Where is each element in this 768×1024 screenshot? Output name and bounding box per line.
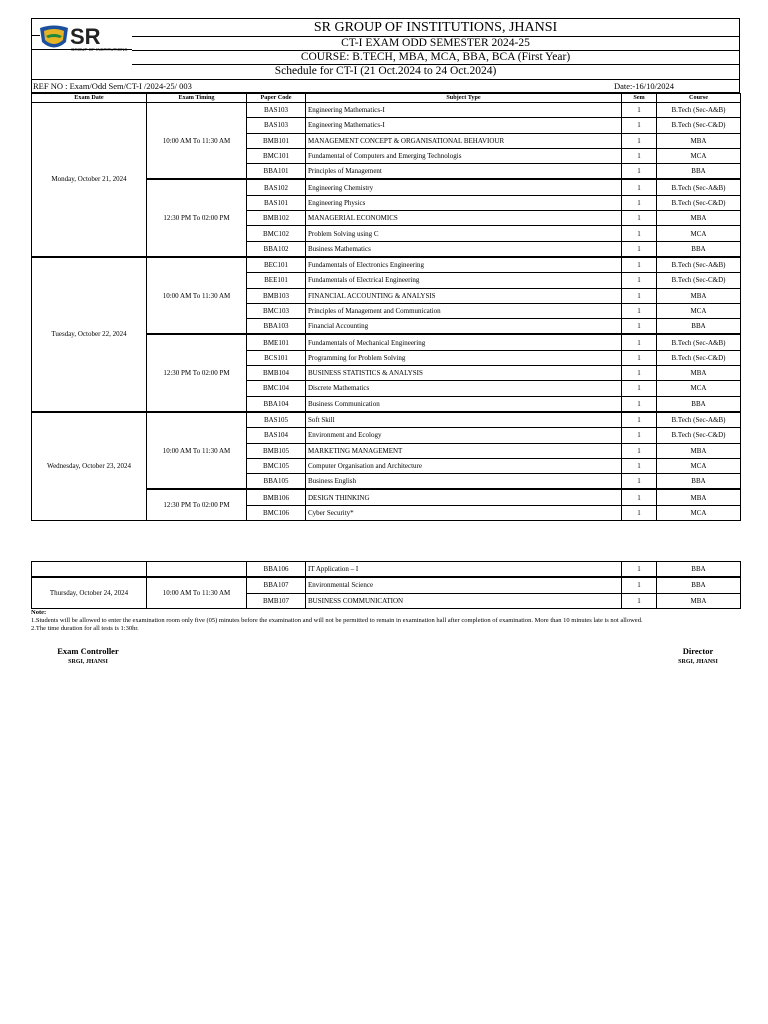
- note-item: 1.Students will be allowed to enter the examination room only five (05) minutes before the examination and will not be permitted to remain in examination hall after completion of examination. More than 10 minutes late is not allowed.: [31, 617, 643, 624]
- course-cell: BBA: [657, 396, 741, 412]
- course-cell: B.Tech (Sec-C&D): [657, 350, 741, 365]
- sem-cell: 1: [622, 366, 657, 381]
- exam-timing-cell: [147, 562, 247, 578]
- course-cell: MBA: [657, 288, 741, 303]
- subject-cell: Business Communication: [306, 396, 622, 412]
- exam-title: CT-I EXAM ODD SEMESTER 2024-25: [132, 36, 739, 51]
- table-header-row: [32, 94, 741, 103]
- paper-code-cell: BMB106: [247, 489, 306, 505]
- header-rule: [32, 35, 40, 36]
- subject-cell: MANAGEMENT CONCEPT & ORGANISATIONAL BEHAVIOUR: [306, 133, 622, 148]
- course-cell: BBA: [657, 474, 741, 490]
- header-rule: [32, 49, 132, 50]
- sem-cell: 1: [622, 103, 657, 118]
- course-cell: BBA: [657, 562, 741, 578]
- sem-cell: 1: [622, 474, 657, 490]
- paper-code-cell: BEC101: [247, 257, 306, 273]
- exam-timing-cell: 10:00 AM To 11:30 AM: [147, 577, 247, 608]
- sem-cell: 1: [622, 303, 657, 318]
- sem-cell: 1: [622, 412, 657, 428]
- subject-cell: MANAGERIAL ECONOMICS: [306, 211, 622, 226]
- subject-cell: BUSINESS STATISTICS & ANALYSIS: [306, 366, 622, 381]
- table-row: [32, 412, 741, 428]
- subject-cell: Principles of Management and Communication: [306, 303, 622, 318]
- paper-code-cell: BBA103: [247, 319, 306, 335]
- course-cell: MCA: [657, 381, 741, 396]
- sem-cell: 1: [622, 593, 657, 608]
- column-header: Sem: [622, 94, 657, 103]
- paper-code-cell: BBA104: [247, 396, 306, 412]
- subject-cell: Engineering Chemistry: [306, 179, 622, 195]
- signature-org: SRGI, JHANSI: [678, 659, 718, 665]
- paper-code-cell: BAS105: [247, 412, 306, 428]
- subject-cell: Environment and Ecology: [306, 428, 622, 443]
- paper-code-cell: BMC101: [247, 148, 306, 163]
- paper-code-cell: BMB102: [247, 211, 306, 226]
- course-cell: B.Tech (Sec-A&B): [657, 103, 741, 118]
- course-cell: BBA: [657, 319, 741, 335]
- sem-cell: 1: [622, 428, 657, 443]
- subject-cell: FINANCIAL ACCOUNTING & ANALYSIS: [306, 288, 622, 303]
- sem-cell: 1: [622, 489, 657, 505]
- paper-code-cell: BBA106: [247, 562, 306, 578]
- sem-cell: 1: [622, 458, 657, 473]
- column-header: Exam Date: [32, 94, 147, 103]
- sem-cell: 1: [622, 118, 657, 133]
- exam-date-cell: Thursday, October 24, 2024: [32, 577, 147, 608]
- column-header: Paper Code: [247, 94, 306, 103]
- exam-timing-cell: 12:30 PM To 02:00 PM: [147, 334, 247, 411]
- column-header: Subject Type: [306, 94, 622, 103]
- course-cell: MCA: [657, 226, 741, 241]
- sem-cell: 1: [622, 505, 657, 520]
- course-cell: B.Tech (Sec-C&D): [657, 428, 741, 443]
- sem-cell: 1: [622, 577, 657, 593]
- paper-code-cell: BMC106: [247, 505, 306, 520]
- paper-code-cell: BMB105: [247, 443, 306, 458]
- subject-cell: IT Application – I: [306, 562, 622, 578]
- sem-cell: 1: [622, 195, 657, 210]
- course-cell: MBA: [657, 489, 741, 505]
- paper-code-cell: BBA102: [247, 241, 306, 257]
- paper-code-cell: BAS103: [247, 103, 306, 118]
- paper-code-cell: BMB104: [247, 366, 306, 381]
- sem-cell: 1: [622, 396, 657, 412]
- sem-cell: 1: [622, 133, 657, 148]
- exam-date-cell: Tuesday, October 22, 2024: [32, 257, 147, 412]
- course-cell: BBA: [657, 241, 741, 257]
- sem-cell: 1: [622, 211, 657, 226]
- subject-cell: Environmental Science: [306, 577, 622, 593]
- subject-cell: Business Mathematics: [306, 241, 622, 257]
- subject-cell: Fundamentals of Electrical Engineering: [306, 273, 622, 288]
- subject-cell: Financial Accounting: [306, 319, 622, 335]
- course-title: COURSE: B.TECH, MBA, MCA, BBA, BCA (First Year): [132, 50, 739, 65]
- schedule-table-continued: [31, 561, 741, 609]
- exam-timing-cell: 10:00 AM To 11:30 AM: [147, 103, 247, 180]
- course-cell: B.Tech (Sec-C&D): [657, 195, 741, 210]
- subject-cell: Fundamentals of Electronics Engineering: [306, 257, 622, 273]
- sem-cell: 1: [622, 334, 657, 350]
- sem-cell: 1: [622, 350, 657, 365]
- issue-date: Date:-16/10/2024: [614, 81, 674, 91]
- signature-title: Exam Controller: [57, 646, 119, 656]
- signature-director: [660, 646, 736, 665]
- sem-cell: 1: [622, 257, 657, 273]
- column-header: Course: [657, 94, 741, 103]
- schedule-title: Schedule for CT-I (21 Oct.2024 to 24 Oct.2024): [274, 65, 497, 77]
- table-row: [32, 577, 741, 593]
- notes-heading: Note:: [31, 609, 47, 616]
- document-header: [31, 18, 740, 80]
- subject-cell: Principles of Management: [306, 164, 622, 180]
- subject-cell: Computer Organisation and Architecture: [306, 458, 622, 473]
- exam-timing-cell: 10:00 AM To 11:30 AM: [147, 257, 247, 334]
- note-item: 2.The time duration for all tests is 1:30hr.: [31, 625, 139, 632]
- signature-org: SRGI, JHANSI: [68, 659, 108, 665]
- paper-code-cell: BAS104: [247, 428, 306, 443]
- paper-code-cell: BAS103: [247, 118, 306, 133]
- subject-cell: DESIGN THINKING: [306, 489, 622, 505]
- course-cell: MBA: [657, 133, 741, 148]
- course-cell: BBA: [657, 577, 741, 593]
- course-cell: B.Tech (Sec-A&B): [657, 257, 741, 273]
- subject-cell: Discrete Mathematics: [306, 381, 622, 396]
- sem-cell: 1: [622, 226, 657, 241]
- paper-code-cell: BAS101: [247, 195, 306, 210]
- paper-code-cell: BMB101: [247, 133, 306, 148]
- sem-cell: 1: [622, 288, 657, 303]
- table-row: [32, 103, 741, 118]
- signature-exam-controller: [40, 646, 136, 665]
- paper-code-cell: BMC104: [247, 381, 306, 396]
- notes-section: [31, 609, 740, 633]
- svg-text:GROUP OF INSTITUTIONS: GROUP OF INSTITUTIONS: [71, 47, 128, 52]
- paper-code-cell: BBA105: [247, 474, 306, 490]
- exam-date-cell: [32, 562, 147, 578]
- paper-code-cell: BMB107: [247, 593, 306, 608]
- sem-cell: 1: [622, 273, 657, 288]
- course-cell: B.Tech (Sec-A&B): [657, 334, 741, 350]
- table-row: [32, 257, 741, 273]
- column-header: Exam Timing: [147, 94, 247, 103]
- table-row: [32, 562, 741, 578]
- subject-cell: BUSINESS COMMUNICATION: [306, 593, 622, 608]
- exam-timing-cell: 10:00 AM To 11:30 AM: [147, 412, 247, 489]
- course-cell: B.Tech (Sec-C&D): [657, 118, 741, 133]
- subject-cell: Engineering Physics: [306, 195, 622, 210]
- course-cell: MBA: [657, 211, 741, 226]
- schedule-table: [31, 93, 741, 521]
- signature-title: Director: [682, 646, 714, 656]
- reference-number: REF NO : Exam/Odd Sem/CT-I /2024-25/ 003: [33, 81, 192, 91]
- sem-cell: 1: [622, 164, 657, 180]
- subject-cell: Engineering Mathematics-I: [306, 103, 622, 118]
- paper-code-cell: BBA101: [247, 164, 306, 180]
- course-cell: MBA: [657, 593, 741, 608]
- course-cell: B.Tech (Sec-A&B): [657, 412, 741, 428]
- subject-cell: Programming for Problem Solving: [306, 350, 622, 365]
- exam-timing-cell: 12:30 PM To 02:00 PM: [147, 489, 247, 520]
- exam-timing-cell: 12:30 PM To 02:00 PM: [147, 179, 247, 256]
- institution-title: SR GROUP OF INSTITUTIONS, JHANSI: [132, 19, 739, 37]
- paper-code-cell: BMB103: [247, 288, 306, 303]
- subject-cell: Fundamental of Computers and Emerging Technologis: [306, 148, 622, 163]
- sem-cell: 1: [622, 241, 657, 257]
- reference-line: [31, 80, 740, 93]
- sem-cell: 1: [622, 562, 657, 578]
- svg-text:SR: SR: [70, 24, 101, 49]
- course-cell: MCA: [657, 505, 741, 520]
- sem-cell: 1: [622, 443, 657, 458]
- document-page: [31, 18, 740, 521]
- paper-code-cell: BEE101: [247, 273, 306, 288]
- course-cell: B.Tech (Sec-A&B): [657, 179, 741, 195]
- sem-cell: 1: [622, 148, 657, 163]
- paper-code-cell: BMC102: [247, 226, 306, 241]
- exam-date-cell: Wednesday, October 23, 2024: [32, 412, 147, 521]
- subject-cell: Cyber Security*: [306, 505, 622, 520]
- paper-code-cell: BCS101: [247, 350, 306, 365]
- sem-cell: 1: [622, 381, 657, 396]
- course-cell: BBA: [657, 164, 741, 180]
- subject-cell: Soft Skill: [306, 412, 622, 428]
- subject-cell: MARKETING MANAGEMENT: [306, 443, 622, 458]
- course-cell: MCA: [657, 303, 741, 318]
- paper-code-cell: BMC105: [247, 458, 306, 473]
- paper-code-cell: BME101: [247, 334, 306, 350]
- sem-cell: 1: [622, 319, 657, 335]
- subject-cell: Problem Solving using C: [306, 226, 622, 241]
- course-cell: MBA: [657, 366, 741, 381]
- sem-cell: 1: [622, 179, 657, 195]
- course-cell: B.Tech (Sec-C&D): [657, 273, 741, 288]
- subject-cell: Business English: [306, 474, 622, 490]
- course-cell: MCA: [657, 458, 741, 473]
- subject-cell: Engineering Mathematics-I: [306, 118, 622, 133]
- subject-cell: Fundamentals of Mechanical Engineering: [306, 334, 622, 350]
- course-cell: MBA: [657, 443, 741, 458]
- paper-code-cell: BAS102: [247, 179, 306, 195]
- course-cell: MCA: [657, 148, 741, 163]
- paper-code-cell: BMC103: [247, 303, 306, 318]
- paper-code-cell: BBA107: [247, 577, 306, 593]
- exam-date-cell: Monday, October 21, 2024: [32, 103, 147, 257]
